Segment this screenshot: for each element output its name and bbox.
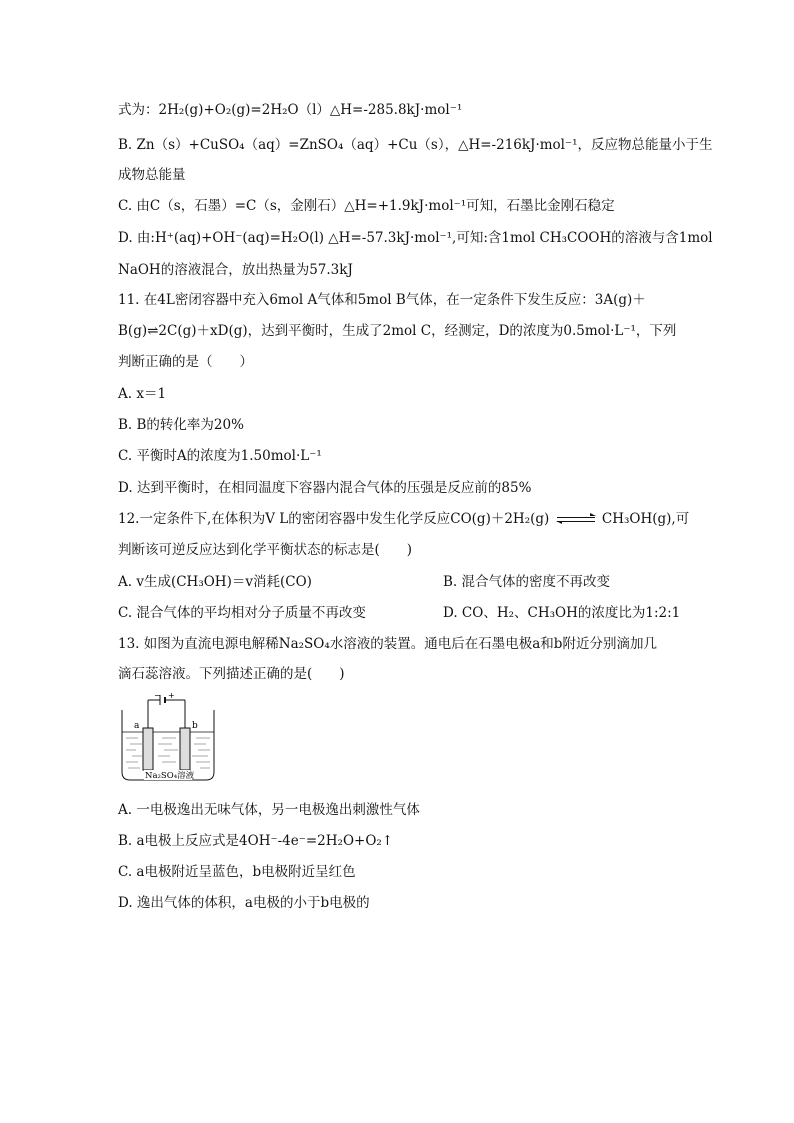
- option-b-line: B. Zn（s）+CuSO₄（aq）=ZnSO₄（aq）+Cu（s），△H=-216kJ·mol⁻¹，反应物总能量小于生: [118, 137, 713, 153]
- electrode-a-label: a: [134, 721, 140, 731]
- question-11-stem: 判断正确的是（ ）: [118, 354, 253, 370]
- text-line: 成物总能量: [118, 167, 186, 183]
- option-d-line: D. 由:H⁺(aq)+OH⁻(aq)=H₂O(l) △H=-57.3kJ·mol⁻¹,可知:含1mol CH₃COOH的溶液与含1mol: [118, 230, 713, 246]
- option-b-line: B. a电极上反应式是4OH⁻-4e⁻=2H₂O+O₂↑: [118, 833, 394, 849]
- question-13-stem: 13. 如图为直流电源电解稀Na₂SO₄水溶液的装置。通电后在石墨电极a和b附近分别滴加几: [118, 636, 657, 652]
- option-c-line: C. a电极附近呈蓝色，b电极附近呈红色: [118, 864, 356, 880]
- option-c-line: C. 混合气体的平均相对分子质量不再改变: [118, 605, 366, 621]
- option-b-line: B. B的转化率为20%: [118, 417, 244, 433]
- option-a-line: A. 一电极逸出无味气体，另一电极逸出刺激性气体: [118, 802, 420, 818]
- minus-label: −: [154, 692, 161, 700]
- option-d-line: D. 逸出气体的体积，a电极的小于b电极的: [118, 895, 370, 911]
- question-12-stem: [118, 509, 689, 529]
- electrode-b-label: b: [192, 721, 198, 731]
- text-line: 式为：2H₂(g)+O₂(g)=2H₂O（l）△H=-285.8kJ·mol⁻¹: [118, 102, 463, 118]
- question-12-stem-part1: 12.一定条件下,在体积为V L的密闭容器中发生化学反应CO(g)＋2H₂(g): [118, 511, 550, 527]
- question-12-stem: 判断该可逆反应达到化学平衡状态的标志是( ): [118, 542, 413, 558]
- option-b-line: B. 混合气体的密度不再改变: [443, 574, 611, 590]
- solution-label: Na₂SO₄溶液: [145, 771, 195, 781]
- question-11-stem: B(g)⇌2C(g)＋xD(g)，达到平衡时，生成了2mol C，经测定，D的浓度为0.5mol·L⁻¹，下列: [118, 323, 677, 339]
- electrolysis-apparatus-icon: [118, 692, 218, 784]
- question-12-stem-part2: CH₃OH(g),可: [601, 511, 690, 527]
- question-11-stem: 11. 在4L密闭容器中充入6mol A气体和5mol B气体，在一定条件下发生反应：3A(g)＋: [118, 292, 646, 308]
- equilibrium-arrow-icon: [557, 515, 595, 525]
- text-line: NaOH的溶液混合，放出热量为57.3kJ: [118, 262, 353, 278]
- question-13-stem: 滴石蕊溶液。下列描述正确的是( ): [118, 666, 345, 682]
- plus-label: +: [168, 692, 175, 700]
- option-c-line: C. 由C（s，石墨）=C（s，金刚石）△H=+1.9kJ·mol⁻¹可知，石墨比金刚石稳定: [118, 198, 615, 214]
- option-a-line: A. v生成(CH₃OH)＝v消耗(CO): [118, 574, 312, 590]
- option-d-line: D. 达到平衡时，在相同温度下容器内混合气体的压强是反应前的85%: [118, 480, 532, 496]
- option-c-line: C. 平衡时A的浓度为1.50mol·L⁻¹: [118, 448, 322, 464]
- option-d-line: D. CO、H₂、CH₃OH的浓度比为1:2:1: [443, 605, 681, 621]
- option-a-line: A. x＝1: [118, 386, 167, 402]
- electrolysis-figure: [118, 692, 218, 788]
